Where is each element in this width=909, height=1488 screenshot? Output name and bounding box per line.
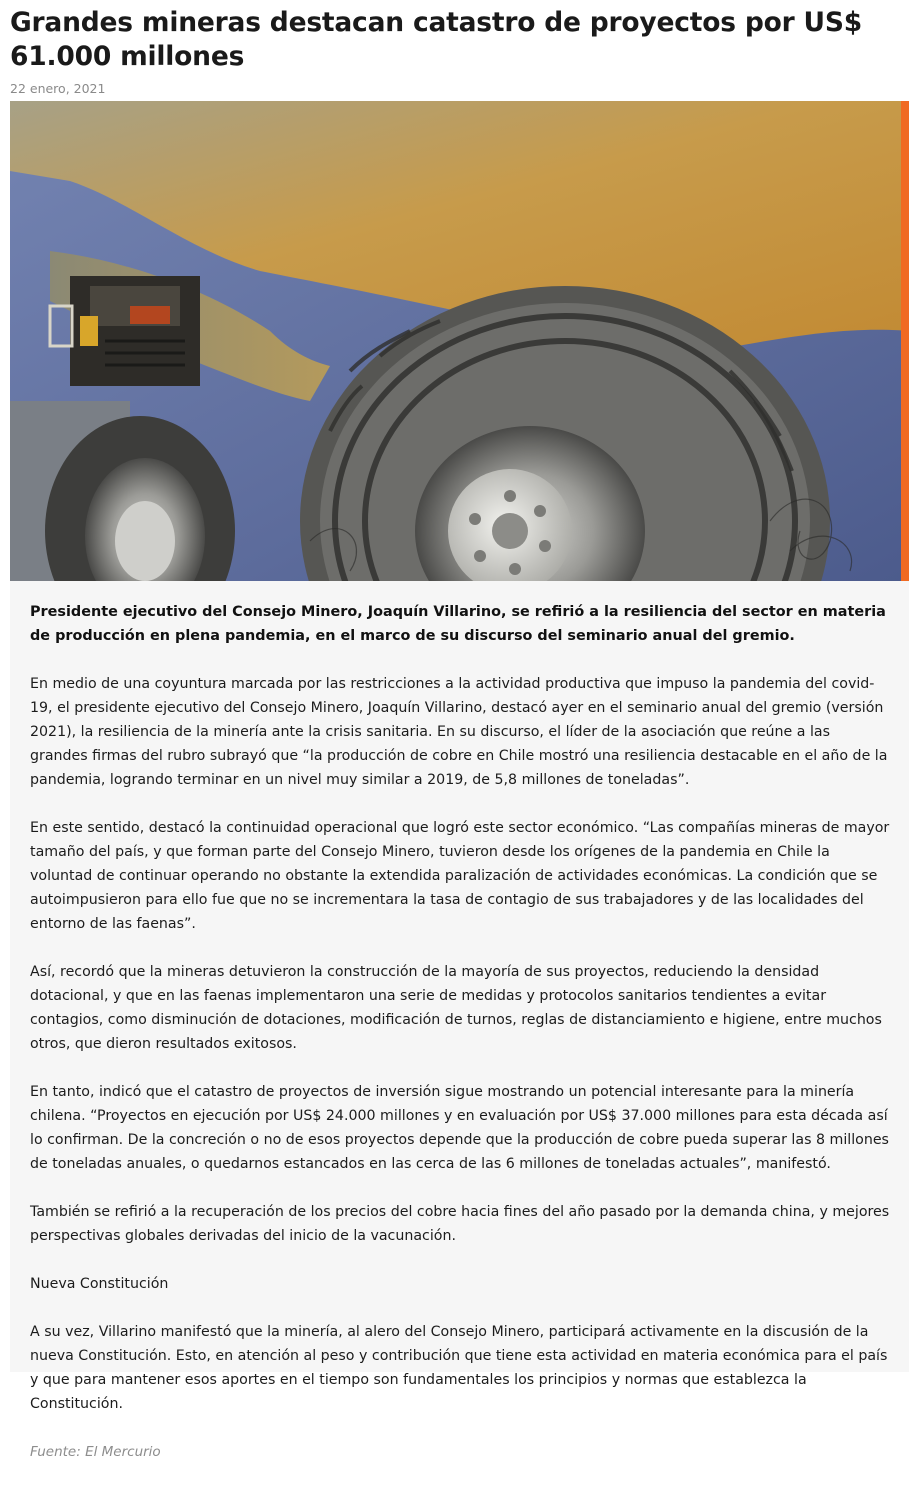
article-paragraph-3: Así, recordó que la mineras detuvieron la construcción de la mayoría de sus proyectos, reduciendo la densidad dotacional, y que en las faenas implementaron una serie de medidas y protocolos sanitarios tendientes a evitar contagios, como disminución de dotaciones, modificación de turnos, reglas de distanciamiento e higiene, entre muchos otros, que dieron resultados exitosos. — [30, 964, 882, 1052]
article-subheading: Nueva Constitución — [30, 1276, 169, 1292]
article-title: Grandes mineras destacan catastro de proyectos por US$ 61.000 millones — [10, 7, 862, 72]
article-paragraph-5: También se refirió a la recuperación de los precios del cobre hacia fines del año pasado por la demanda china, y mejores perspectivas globales derivadas del inicio de la vacunación. — [30, 1204, 890, 1244]
article-paragraph-2: En este sentido, destacó la continuidad operacional que logró este sector económico. “Las compañías mineras de mayor tamaño del país, y que forman parte del Consejo Minero, tuvieron desde los orígenes de la pandemia en Chile la voluntad de continuar operando no obstante la extendida paralización de actividades económicas. La condición que se autoimpusieron para ello fue que no se incrementara la tasa de contagio de sus trabajadores y de las localidades del entorno de las faenas”. — [30, 820, 890, 932]
article-body — [30, 600, 892, 1488]
article-paragraph-4: En tanto, indicó que el catastro de proyectos de inversión sigue mostrando un potencial interesante para la minería chilena. “Proyectos en ejecución por US$ 24.000 millones y en evaluación por US$ 37.000 millones para esta década así lo confirman. De la concreción o no de esos proyectos depende que la producción de cobre pueda superar las 8 millones de toneladas anuales, o quedarnos estancados en las cerca de las 6 millones de toneladas actuales”, manifestó. — [30, 1084, 889, 1172]
article-paragraph-6: A su vez, Villarino manifestó que la minería, al alero del Consejo Minero, participará activamente en la discusión de la nueva Constitución. Esto, en atención al peso y contribución que tiene esta actividad en materia económica para el país y que para mantener esos aportes en el tiempo son fundamentales los principios y normas que establezca la Constitución. — [30, 1324, 888, 1412]
mining-truck-illustration-icon — [10, 101, 909, 581]
article-paragraph-1: En medio de una coyuntura marcada por las restricciones a la actividad productiva que impuso la pandemia del covid-19, el presidente ejecutivo del Consejo Minero, Joaquín Villarino, destacó ayer en el seminario anual del gremio (versión 2021), la resiliencia de la minería ante la crisis sanitaria. En su discurso, el líder de la asociación que reúne a las grandes firmas del rubro subrayó que “la producción de cobre en Chile mostró una resiliencia destacable en el año de la pandemia, logrando terminar en un nivel muy similar a 2019, de 5,8 millones de toneladas”. — [30, 676, 888, 788]
article-source: Fuente: El Mercurio — [30, 1444, 161, 1460]
article-lead: Presidente ejecutivo del Consejo Minero, Joaquín Villarino, se refirió a la resiliencia del sector en materia de producción en plena pandemia, en el marco de su discurso del seminario anual del gremio. — [30, 604, 886, 644]
article-date: 22 enero, 2021 — [10, 81, 106, 96]
hero-image — [10, 101, 909, 581]
